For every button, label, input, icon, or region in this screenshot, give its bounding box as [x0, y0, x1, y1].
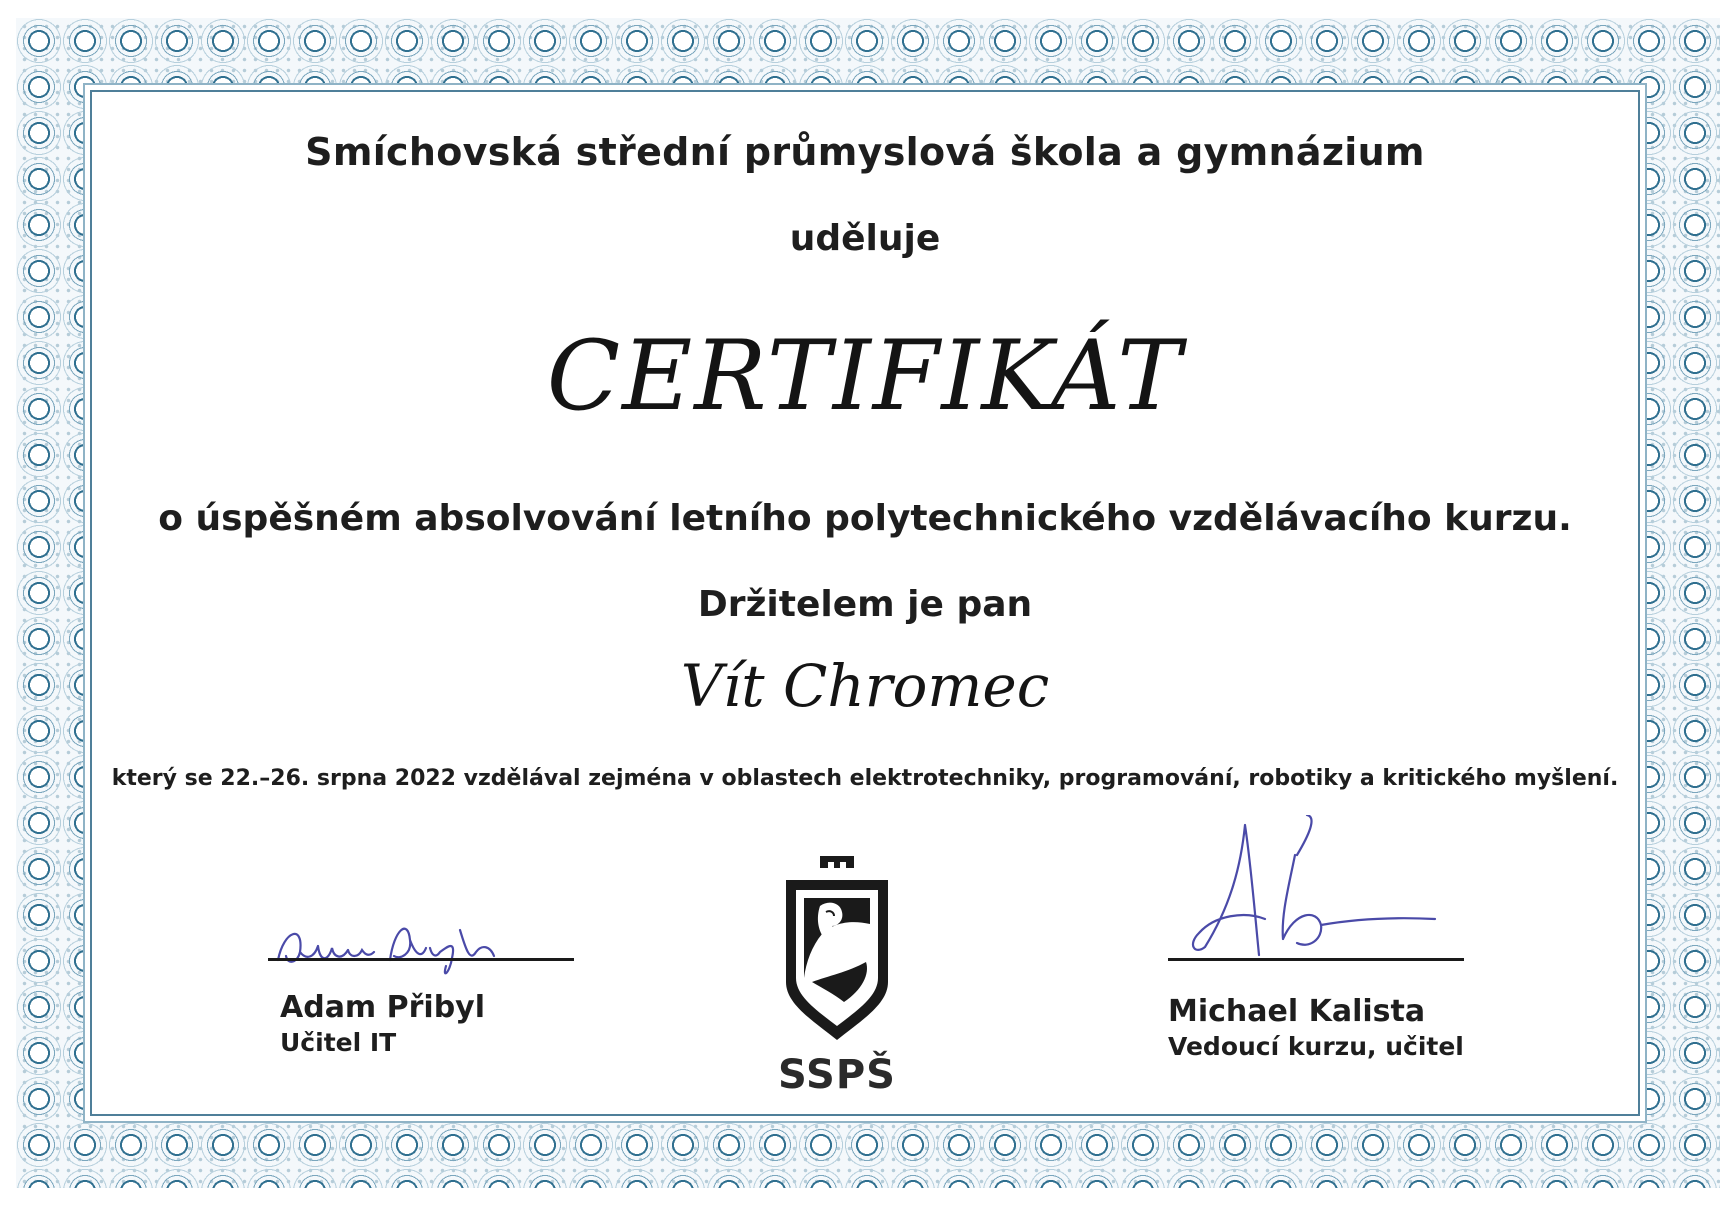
school-logo-text: SSPŠ — [778, 1052, 896, 1098]
right-signatory-name: Michael Kalista — [1168, 994, 1426, 1029]
right-signature-line — [1168, 958, 1464, 961]
shield-lion-icon — [782, 854, 892, 1044]
left-signatory-role: Učitel IT — [280, 1028, 397, 1057]
certificate-subtitle: o úspěšném absolvování letního polytechnického vzdělávacího kurzu. — [158, 498, 1572, 539]
course-description: který se 22.–26. srpna 2022 vzdělával zejména v oblastech elektrotechniky, programování, robotiky a kritického myšlení. — [111, 766, 1619, 791]
left-signature-scribble — [270, 900, 530, 990]
left-signature-line — [268, 958, 574, 961]
left-signatory-name: Adam Přibyl — [280, 990, 486, 1025]
right-signatory-role: Vedoucí kurzu, učitel — [1168, 1032, 1464, 1061]
grants-text: uděluje — [789, 218, 941, 259]
school-name: Smíchovská střední průmyslová škola a gymnázium — [305, 130, 1425, 174]
right-signature-scribble — [1185, 815, 1450, 965]
holder-name: Vít Chromec — [680, 652, 1050, 720]
holder-intro: Držitelem je pan — [697, 584, 1033, 625]
certificate-title: CERTIFIKÁT — [546, 320, 1184, 432]
